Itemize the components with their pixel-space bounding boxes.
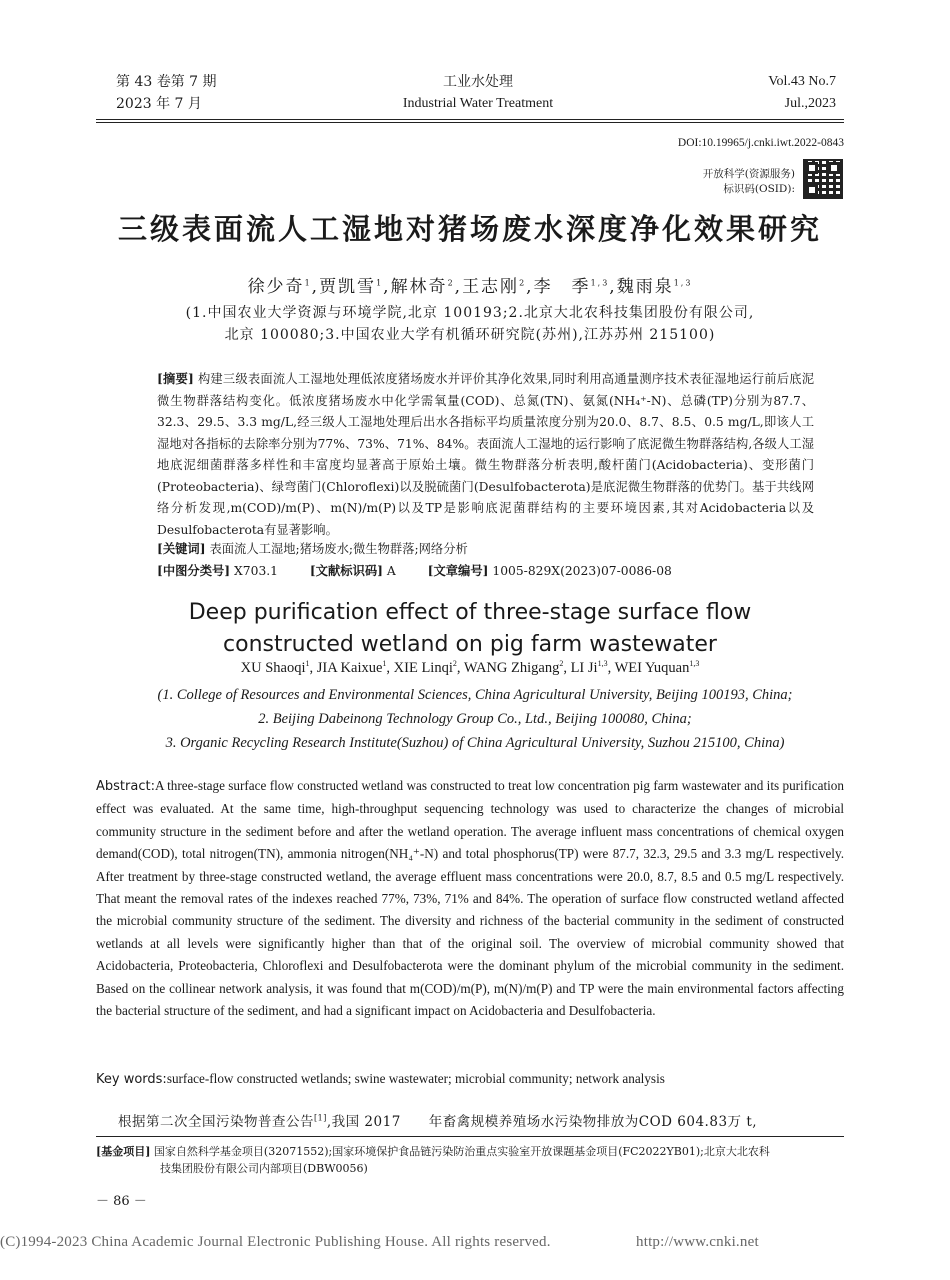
doc-code-tag: [文献标识码] [309, 563, 383, 578]
en-author-affiliation: 1,3 [597, 659, 608, 669]
journal-name-en: Industrial Water Treatment [402, 96, 554, 111]
abstract-en [96, 775, 844, 1022]
cn-author-name: 解林奇 [390, 277, 448, 297]
keywords-cn-tag: [关键词] [157, 541, 206, 556]
affiliations-cn [96, 302, 844, 346]
clc-tag: [中图分类号] [157, 563, 231, 578]
doc-code-value: A [386, 564, 396, 578]
abstract-cn [157, 368, 814, 541]
cn-author-name: 李 季 [533, 277, 591, 297]
en-author-name: WEI Yuquan [614, 660, 690, 676]
article-number-tag: [文章编号] [427, 563, 489, 578]
clc-value: X703.1 [234, 564, 279, 578]
cn-author-affiliation: 1 [304, 278, 312, 288]
body-paragraph-cn [96, 1110, 844, 1130]
journal-name-cn: 工业水处理 [443, 74, 513, 90]
en-author-affiliation: 1 [382, 659, 387, 669]
cn-author-affiliation: 2 [519, 278, 527, 288]
abstract-cn-tag: [摘要] [157, 371, 194, 386]
osid-label-line2: 标识码(OSID): [723, 183, 795, 195]
keywords-cn-text: 表面流人工湿地;猪场废水;微生物群落;网络分析 [209, 542, 468, 556]
osid-label [640, 167, 795, 197]
page-number: － 86 － [96, 1194, 147, 1209]
journal-date-en: Jul.,2023 [784, 96, 836, 111]
funding-line2: 技集团股份有限公司内部项目(DBW0056) [160, 1162, 368, 1175]
journal-volume-cn: 第 43 卷第 7 期 [116, 74, 217, 90]
en-author-affiliation: 1,3 [689, 659, 700, 669]
doi: DOI:10.19965/j.cnki.iwt.2022-0843 [677, 137, 844, 149]
cn-author-name: 王志刚 [462, 277, 520, 297]
article-number-value: 1005-829X(2023)07-0086-08 [492, 564, 672, 578]
header-rule-top [96, 119, 844, 120]
keywords-cn [157, 538, 814, 561]
copyright-footer: (C)1994-2023 China Academic Journal Electronic Publishing House. All rights reserved. [0, 1234, 551, 1250]
en-author-name: LI Ji [570, 660, 598, 676]
cn-author-affiliation: 1,3 [590, 278, 610, 288]
funding-line1: 国家自然科学基金项目(32071552);国家环境保护食品链污染防治重点实验室开放课题基金项目(FC2022YB01);北京大北农科 [153, 1145, 770, 1158]
body-text-after: ,我国 2017 年畜禽规模养殖场水污染物排放为COD 604.83万 t, [326, 1114, 758, 1130]
osid-label-line1: 开放科学(资源服务) [702, 168, 795, 180]
affiliation-cn-line2: 北京 100080;3.中国农业大学有机循环研究院(苏州),江苏苏州 215100) [224, 327, 716, 343]
keywords-en-text: surface-flow constructed wetlands; swine wastewater; microbial community; network analysis [166, 1071, 665, 1086]
osid-qr-code [803, 159, 843, 199]
abstract-cn-text: 构建三级表面流人工湿地处理低浓度猪场废水并评价其净化效果,同时利用高通量测序技术表征湿地运行前后底泥微生物群落结构变化。低浓度猪场废水中化学需氧量(COD)、总氮(TN)、氨氮(NH₄⁺-N)、总磷(TP)分别为87.7、32.3、29.5、3.3 mg/L,经三级人工湿地处理后出水各指标平均质量浓度分别为20.0、8.7、8.5、0.5 mg/L,即该人工湿地对各指标的去除率分别为77%、73%、71%、84%。表面流人工湿地的运行影响了底泥微生物群落结构,各级人工湿地底泥细菌群落多样性和丰富度均显著高于原始土壤。微生物群落分析表明,酸杆菌门(Acidobacteria)、变形菌门(Proteobacteria)、绿弯菌门(Chloroflexi)以及脱硫菌门(Desulfobacterota)是底泥微生物群落的优势门。基于共线网络分析发现,m(COD)/m(P)、m(N)/m(P)以及TP是影响底泥菌群结构的主要环境因素,其对Acidobacteria以及Desulfobacterota有显著影响。 [157, 372, 814, 537]
funding-tag: [基金项目] [96, 1145, 151, 1158]
en-author-name: XIE Linqi [393, 660, 453, 676]
en-author-affiliation: 2 [559, 659, 564, 669]
en-author-name: JIA Kaixue [316, 660, 383, 676]
body-text-before: 根据第二次全国污染物普查公告 [118, 1114, 314, 1130]
title-cn: 三级表面流人工湿地对猪场废水深度净化效果研究 [117, 212, 822, 246]
authors-cn: 徐少奇$^1$,贾凯雪$^1$,解林奇$^2$,王志刚$^2$,李 季$^{1,3}$,魏雨泉$^{1,3}$ [247, 277, 693, 297]
authors-en: XU Shaoqi$^1$, JIA Kaixue$^1$, XIE Linqi$^2$, WANG Zhigang$^2$, LI Ji$^{1,3}$, WEI Yuquan$^{1,3}$ [240, 659, 700, 676]
cn-author-name: 贾凯雪 [319, 277, 377, 297]
cn-author-affiliation: 1 [376, 278, 384, 288]
affiliation-en-line3: 3. Organic Recycling Research Institute(Suzhou) of China Agricultural University, Suzhou 215100, China) [165, 735, 785, 751]
cn-author-affiliation: 1,3 [673, 278, 693, 288]
classification [157, 560, 814, 583]
keywords-en-head: Key words: [96, 1072, 167, 1087]
cn-author-name: 魏雨泉 [616, 277, 674, 297]
en-author-affiliation: 1 [305, 659, 310, 669]
affiliations-en [90, 683, 860, 755]
en-author-name: WANG Zhigang [463, 660, 560, 676]
journal-date-cn: 2023 年 7 月 [116, 96, 202, 112]
title-en [96, 597, 844, 661]
affiliation-en-line1: (1. College of Resources and Environmental Sciences, China Agricultural University, Beijing 100193, China; [157, 687, 793, 703]
en-author-affiliation: 2 [452, 659, 457, 669]
cn-author-name: 徐少奇 [247, 277, 305, 297]
title-en-line2: constructed wetland on pig farm wastewater [223, 632, 717, 657]
affiliation-en-line2: 2. Beijing Dabeinong Technology Group Co., Ltd., Beijing 100080, China; [258, 711, 692, 727]
cnki-url[interactable]: http://www.cnki.net [636, 1234, 759, 1250]
citation-ref[interactable]: [1] [314, 1113, 327, 1123]
affiliation-cn-line1: (1.中国农业大学资源与环境学院,北京 100193;2.北京大北农科技集团股份有限公司, [185, 305, 755, 321]
en-author-name: XU Shaoqi [240, 660, 306, 676]
header-rule-bottom [96, 122, 844, 123]
keywords-en [96, 1068, 844, 1091]
funding [96, 1143, 844, 1177]
title-en-line1: Deep purification effect of three-stage surface flow [188, 600, 752, 625]
cn-author-affiliation: 2 [447, 278, 455, 288]
journal-volume-en: Vol.43 No.7 [768, 74, 836, 89]
abstract-en-text: A three-stage surface flow constructed wetland was constructed to treat low concentration pig farm wastewater and its purification effect was evaluated. At the same time, high-throughput sequencing technology was used to characterize the changes of microbial community structure in the sediment before and after the wetland operation. The average influent mass concentrations of chemical oxygen demand(COD), total nitrogen(TN), ammonia nitrogen(NH₄⁺-N) and total phosphorus(TP) were 87.7, 32.3, 29.5 and 3.3 mg/L respectively. After treatment by three-stage constructed wetland, the average effluent mass concentrations were 20.0, 8.7, 8.5 and 0.5 mg/L respectively. That meant the removal rates of the indexes reached 77%, 73%, 71% and 84%. The operation of surface flow constructed wetland affected the microbial community structure of the sediment. The diversity and richness of the bacterial community in the sediment of constructed wetlands at all levels were significantly higher than that of the original soil. The overview of microbial community showed that Acidobacteria, Proteobacteria, Chloroflexi and Desulfobacterota were the dominant phylum of the microbial community in the sediment. Based on the collinear network analysis, it was found that m(COD)/m(P), m(N)/m(P) and TP were the main environmental factors affecting the bacterial structure of the sediment, and had a significant impact on Acidobacteria and Desulfobacteria. [96, 778, 844, 1019]
footnote-rule [96, 1136, 844, 1137]
abstract-en-head: Abstract: [96, 779, 155, 794]
